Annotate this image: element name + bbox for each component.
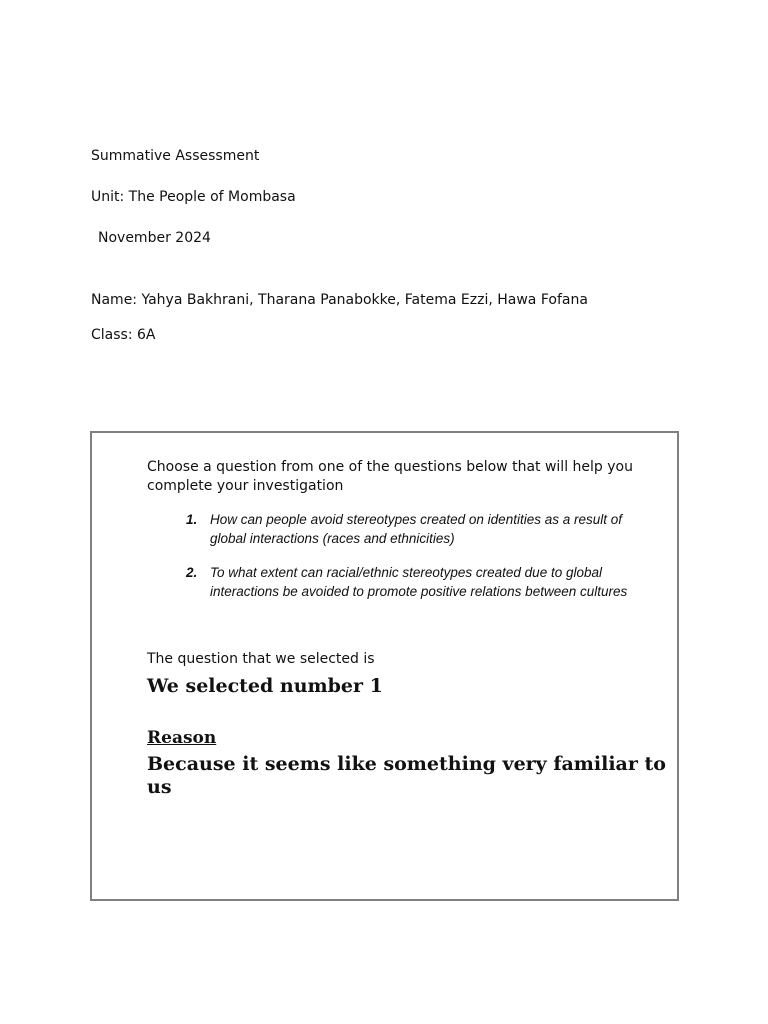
reason-text: Because it seems like something very familiar to us (147, 753, 666, 798)
class-line: Class: 6A (91, 327, 156, 343)
date-line: November 2024 (98, 230, 211, 246)
question-text: To what extent can racial/ethnic stereotypes created due to global interactions be avoided to promote positive relations between cultures (210, 565, 628, 599)
question-text: How can people avoid stereotypes created on identities as a result of global interactions (races and ethnicities) (210, 512, 622, 546)
question-number: 1. (186, 512, 198, 527)
selected-answer: We selected number 1 (147, 675, 383, 697)
question-item-1 (186, 511, 646, 548)
question-number: 2. (186, 565, 198, 580)
reason-heading: Reason (147, 728, 217, 748)
question-list (186, 511, 646, 617)
names-line: Name: Yahya Bakhrani, Tharana Panabokke, Fatema Ezzi, Hawa Fofana (91, 292, 588, 308)
question-item-2 (186, 564, 646, 601)
document-title: Summative Assessment (91, 148, 260, 164)
selected-question-label: The question that we selected is (147, 651, 375, 667)
instruction-text: Choose a question from one of the questions below that will help you complete your investigation (147, 459, 633, 494)
question-box (90, 431, 679, 901)
unit-line: Unit: The People of Mombasa (91, 189, 296, 205)
